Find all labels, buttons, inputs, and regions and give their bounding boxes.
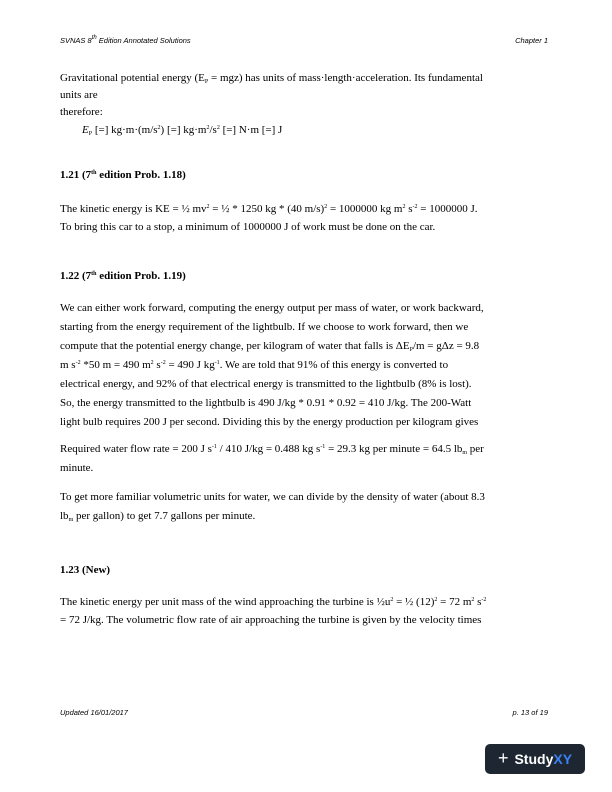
footer-page-number: p. 13 of 19 bbox=[512, 708, 548, 717]
section-1-23-text: The kinetic energy per unit mass of the wind approaching the turbine is $\frac{1}{2}u^2$ = ½ $(12)^2 = 72$ $m^2$ $s^{-2}$ = 72 J/kg. The volumetric flow rate of air approaching the turbine is given by the velocity times bbox=[60, 596, 487, 626]
section-1-22-title: 1.22 (7th edition Prob. 1.19) bbox=[60, 270, 186, 282]
section-1-22-text: We can either work forward, computing the energy output per mass of water, or work backward, starting from the energy requirement of the lightbulb. If we choose to work forward, then we compute that the potential energy change, per kilogram of water that falls is $\Delta E_P/m = g\Delta z = 9.8$ m $s^{-2}$ *50 m = 490 $m^2$ $s^{-2} = 490$ J $kg^{-1}$. We are told that 91% of this energy is converted to electrical energy, and 92% of that electrical energy is transmitted to the lightbulb (8% is lost). So, the energy transmitted to the lightbulb is 490 J/kg * 0.91 * 0.92 = 410 J/kg. The 200-Watt light bulb requires 200 J per second. Dividing this by the energy production per kilogram gives bbox=[60, 302, 484, 428]
section-1-23-title: 1.23 (New) bbox=[60, 564, 111, 576]
page-header bbox=[60, 36, 548, 45]
header-right: Chapter 1 bbox=[515, 36, 548, 45]
section-1-21-text: The kinetic energy is KE = ½ $mv^2$ = ½ * 1250 kg * (40 m/s)$^2$ = 1000000 kg $m^2$ $s^{-2} = 1000000$ J. To bring this car to a stop, a minimum of 1000000 J of work must be done on the car. bbox=[60, 203, 478, 233]
volumetric-units-paragraph: To get more familiar volumetric units for water, we can divide by the density of water (about 8.3 $lb_m$ per gallon) to get 7.7 gallons per minute. bbox=[60, 491, 485, 523]
document-body bbox=[60, 70, 548, 629]
plus-icon: + bbox=[497, 748, 509, 768]
studyxy-logo-badge bbox=[485, 744, 585, 774]
section-1-21-title: 1.21 (7th edition Prob. 1.18) bbox=[60, 169, 186, 181]
page-footer bbox=[60, 708, 548, 717]
logo-text: StudyXY bbox=[514, 751, 573, 767]
required-flow-rate: Required water flow rate = 200 J $s^{-1} / 410$ J/kg = 0.488 kg $s^{-1} = 29.3$ kg per minute = 64.5 $lb_m$ per minute. bbox=[60, 443, 484, 474]
footer-updated: Updated 16/01/2017 bbox=[60, 708, 128, 717]
header-left: SVNAS 8th Edition Annotated Solutions bbox=[60, 35, 191, 45]
intro-paragraph: Gravitational potential energy $(E_P = mgz)$ has units of mass·length·acceleration. Its fundamental units are therefore: bbox=[60, 72, 483, 118]
units-equation: $E_P$ [=] $kg\cdot m\cdot(m/s^2)$ [=] $kg\cdot m^2/s^2$ [=] N·m [=] J bbox=[82, 124, 283, 137]
